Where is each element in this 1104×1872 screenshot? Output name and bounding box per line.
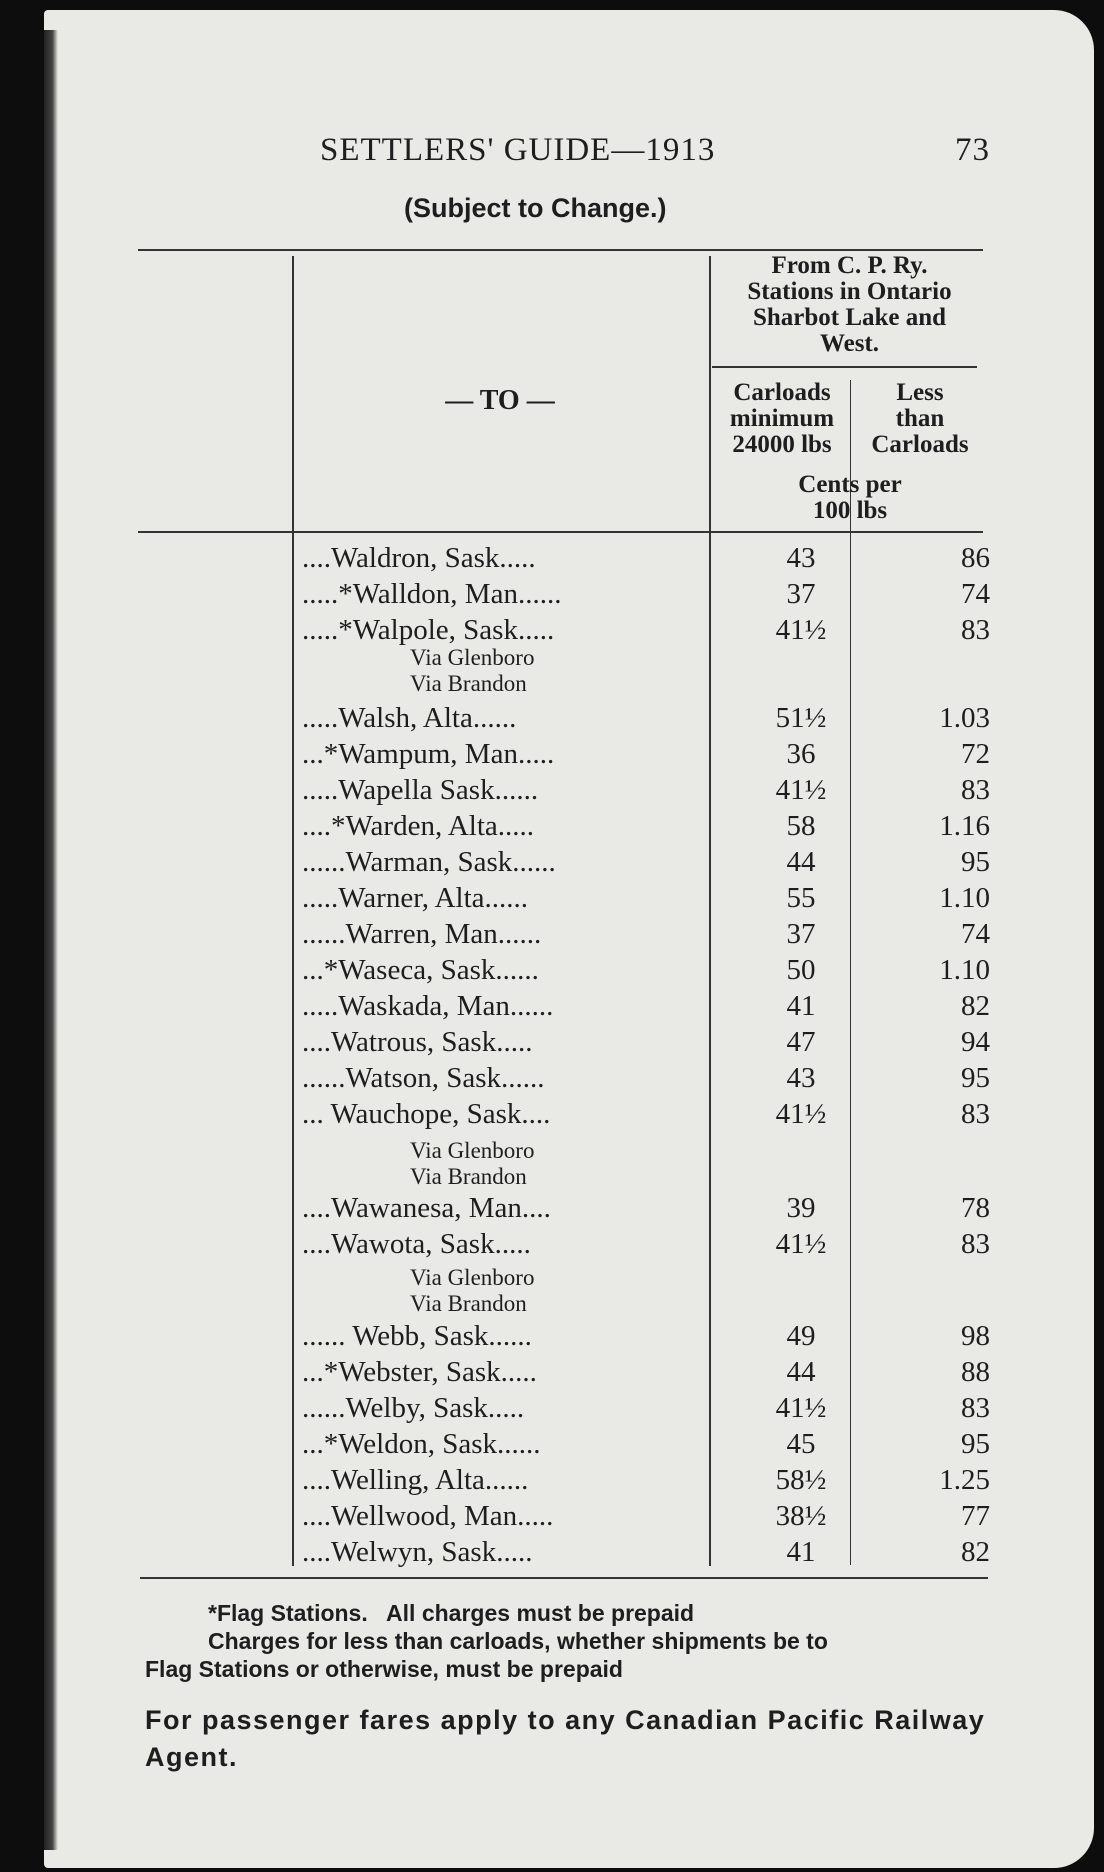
table-row — [296, 1354, 996, 1390]
less-than-carload-rate-cell: 78 — [961, 1192, 990, 1224]
destination-cell: ... Wauchope, Sask.... — [302, 1098, 551, 1130]
via-note-line: Via Brandon — [410, 1291, 527, 1316]
less-than-carload-rate-cell: 82 — [961, 1536, 990, 1568]
carload-rate-cell: 39 — [786, 1192, 816, 1224]
table-header-bottom-rule — [138, 531, 983, 533]
destination-cell: .....Warner, Alta...... — [302, 882, 529, 914]
to-column-header: — TO — — [445, 385, 555, 416]
carload-rate-cell: 58½ — [775, 1464, 827, 1496]
carload-rate-cell: 41½ — [775, 1392, 827, 1424]
column-header-rule — [712, 366, 977, 368]
page-number: 73 — [955, 132, 990, 168]
via-note-line: Via Brandon — [410, 1164, 527, 1189]
carload-rate-cell: 38½ — [775, 1500, 827, 1532]
less-header-line: Less — [896, 379, 944, 406]
less-than-carload-rate-cell: 88 — [961, 1356, 990, 1388]
destination-cell: ....Watrous, Sask..... — [302, 1026, 533, 1058]
carload-rate-cell: 43 — [786, 1062, 816, 1094]
table-row — [296, 1498, 996, 1534]
less-than-carload-rate-cell: 82 — [961, 990, 990, 1022]
table-row — [296, 1024, 996, 1060]
less-than-carload-rate-cell: 83 — [961, 1098, 990, 1130]
table-row — [296, 880, 996, 916]
table-bottom-rule — [140, 1577, 988, 1579]
less-than-carloads-header — [860, 380, 980, 458]
destination-cell: ......Warren, Man...... — [302, 918, 542, 950]
destination-cell: .....Walsh, Alta...... — [302, 702, 517, 734]
carload-rate-cell: 55 — [786, 882, 816, 914]
footnote-charges: Charges for less than carloads, whether shipments be to — [208, 1628, 828, 1654]
table-row — [296, 1060, 996, 1096]
carload-rate-cell: 44 — [786, 846, 816, 878]
header-title: SETTLERS' GUIDE—1913 — [320, 132, 716, 168]
less-than-carload-rate-cell: 1.10 — [939, 882, 990, 914]
via-note-line: Via Glenboro — [410, 645, 535, 670]
units-header — [760, 472, 940, 524]
via-note-line: Via Brandon — [410, 671, 527, 696]
via-note — [410, 1138, 534, 1190]
less-than-carload-rate-cell: 83 — [961, 1228, 990, 1260]
units-header-line: 100 lbs — [812, 497, 888, 524]
from-header — [712, 253, 987, 357]
destination-cell: ....Welwyn, Sask..... — [302, 1536, 533, 1568]
less-than-carload-rate-cell: 1.03 — [939, 702, 990, 734]
via-note — [410, 645, 534, 697]
less-header-line: Carloads — [871, 431, 969, 458]
destination-cell: ...*Waseca, Sask...... — [302, 954, 539, 986]
less-than-carload-rate-cell: 74 — [961, 918, 990, 950]
less-than-carload-rate-cell: 74 — [961, 578, 990, 610]
destination-cell: .....*Walpole, Sask..... — [302, 614, 555, 646]
carloads-header-line: Carloads — [733, 379, 831, 406]
footnote-flag-stations: *Flag Stations. All charges must be prepaid — [208, 1600, 695, 1626]
carload-rate-cell: 36 — [786, 738, 816, 770]
destination-cell: ...... Webb, Sask...... — [302, 1320, 532, 1352]
table-row — [296, 1390, 996, 1426]
from-header-line: Sharbot Lake and — [752, 304, 947, 331]
less-than-carload-rate-cell: 95 — [961, 1428, 990, 1460]
destination-cell: ......Watson, Sask...... — [302, 1062, 545, 1094]
destination-cell: ......Warman, Sask...... — [302, 846, 556, 878]
destination-cell: ....Wellwood, Man..... — [302, 1500, 554, 1532]
destination-cell: .....Wapella Sask...... — [302, 774, 539, 806]
from-header-line: West. — [819, 330, 880, 357]
destination-cell: ...*Weldon, Sask...... — [302, 1428, 541, 1460]
less-than-carload-rate-cell: 72 — [961, 738, 990, 770]
passenger-fares-note: For passenger fares apply to any Canadian Pacific Railway Agent. — [145, 1705, 986, 1772]
carload-rate-cell: 41 — [786, 1536, 816, 1568]
carload-rate-cell: 41 — [786, 990, 816, 1022]
table-row — [296, 1426, 996, 1462]
carload-rate-cell: 50 — [786, 954, 816, 986]
table-row — [296, 540, 996, 576]
carload-rate-cell: 41½ — [775, 1228, 827, 1260]
carload-rate-cell: 37 — [786, 918, 816, 950]
table-row — [296, 808, 996, 844]
destination-cell: ......Welby, Sask..... — [302, 1392, 525, 1424]
table-row — [296, 844, 996, 880]
units-header-line: Cents per — [798, 471, 902, 498]
table-row — [296, 988, 996, 1024]
less-than-carload-rate-cell: 1.16 — [939, 810, 990, 842]
table-row — [296, 612, 996, 648]
carload-rate-cell: 49 — [786, 1320, 816, 1352]
table-row — [296, 952, 996, 988]
carloads-header-line: minimum — [729, 405, 835, 432]
carload-rate-cell: 58 — [786, 810, 816, 842]
destination-cell: ....Wawanesa, Man.... — [302, 1192, 551, 1224]
destination-cell: ....Wawota, Sask..... — [302, 1228, 531, 1260]
table-row — [296, 1318, 996, 1354]
carload-rate-cell: 45 — [786, 1428, 816, 1460]
carload-rate-cell: 41½ — [775, 1098, 827, 1130]
subtitle: (Subject to Change.) — [404, 193, 667, 223]
less-than-carload-rate-cell: 86 — [961, 542, 990, 574]
destination-cell: ....Waldron, Sask..... — [302, 542, 536, 574]
less-than-carload-rate-cell: 83 — [961, 614, 990, 646]
table-row — [296, 700, 996, 736]
less-than-carload-rate-cell: 77 — [961, 1500, 990, 1532]
carload-rate-cell: 51½ — [775, 702, 827, 734]
from-header-line: From C. P. Ry. — [771, 252, 928, 279]
table-left-border — [292, 256, 294, 1566]
table-row — [296, 736, 996, 772]
carloads-header-line: 24000 lbs — [732, 431, 832, 458]
carload-rate-cell: 37 — [786, 578, 816, 610]
carload-rate-cell: 47 — [786, 1026, 816, 1058]
destination-cell: ...*Webster, Sask..... — [302, 1356, 537, 1388]
carloads-header — [712, 380, 852, 458]
table-row — [296, 1190, 996, 1226]
carload-rate-cell: 41½ — [775, 614, 827, 646]
less-than-carload-rate-cell: 94 — [961, 1026, 990, 1058]
less-than-carload-rate-cell: 95 — [961, 1062, 990, 1094]
via-note — [410, 1265, 534, 1317]
from-header-line: Stations in Ontario — [747, 278, 952, 305]
less-header-line: than — [895, 405, 945, 432]
less-than-carload-rate-cell: 98 — [961, 1320, 990, 1352]
book-spine — [44, 30, 58, 1850]
table-row — [296, 1534, 996, 1570]
table-row — [296, 1096, 996, 1132]
table-top-rule — [138, 249, 983, 251]
destination-cell: ....Welling, Alta...... — [302, 1464, 529, 1496]
less-than-carload-rate-cell: 83 — [961, 1392, 990, 1424]
less-than-carload-rate-cell: 1.25 — [939, 1464, 990, 1496]
destination-cell: ...*Wampum, Man..... — [302, 738, 555, 770]
carload-rate-cell: 44 — [786, 1356, 816, 1388]
via-note-line: Via Glenboro — [410, 1265, 535, 1290]
table-row — [296, 1462, 996, 1498]
carload-rate-cell: 41½ — [775, 774, 827, 806]
carload-rate-cell: 43 — [786, 542, 816, 574]
via-note-line: Via Glenboro — [410, 1138, 535, 1163]
table-row — [296, 772, 996, 808]
less-than-carload-rate-cell: 1.10 — [939, 954, 990, 986]
destination-cell: .....*Walldon, Man...... — [302, 578, 562, 610]
destination-cell: ....*Warden, Alta..... — [302, 810, 535, 842]
destination-cell: .....Waskada, Man...... — [302, 990, 554, 1022]
less-than-carload-rate-cell: 83 — [961, 774, 990, 806]
table-row — [296, 1226, 996, 1262]
table-row — [296, 916, 996, 952]
table-row — [296, 576, 996, 612]
less-than-carload-rate-cell: 95 — [961, 846, 990, 878]
footnote-charges-cont: Flag Stations or otherwise, must be prepaid — [145, 1656, 623, 1682]
